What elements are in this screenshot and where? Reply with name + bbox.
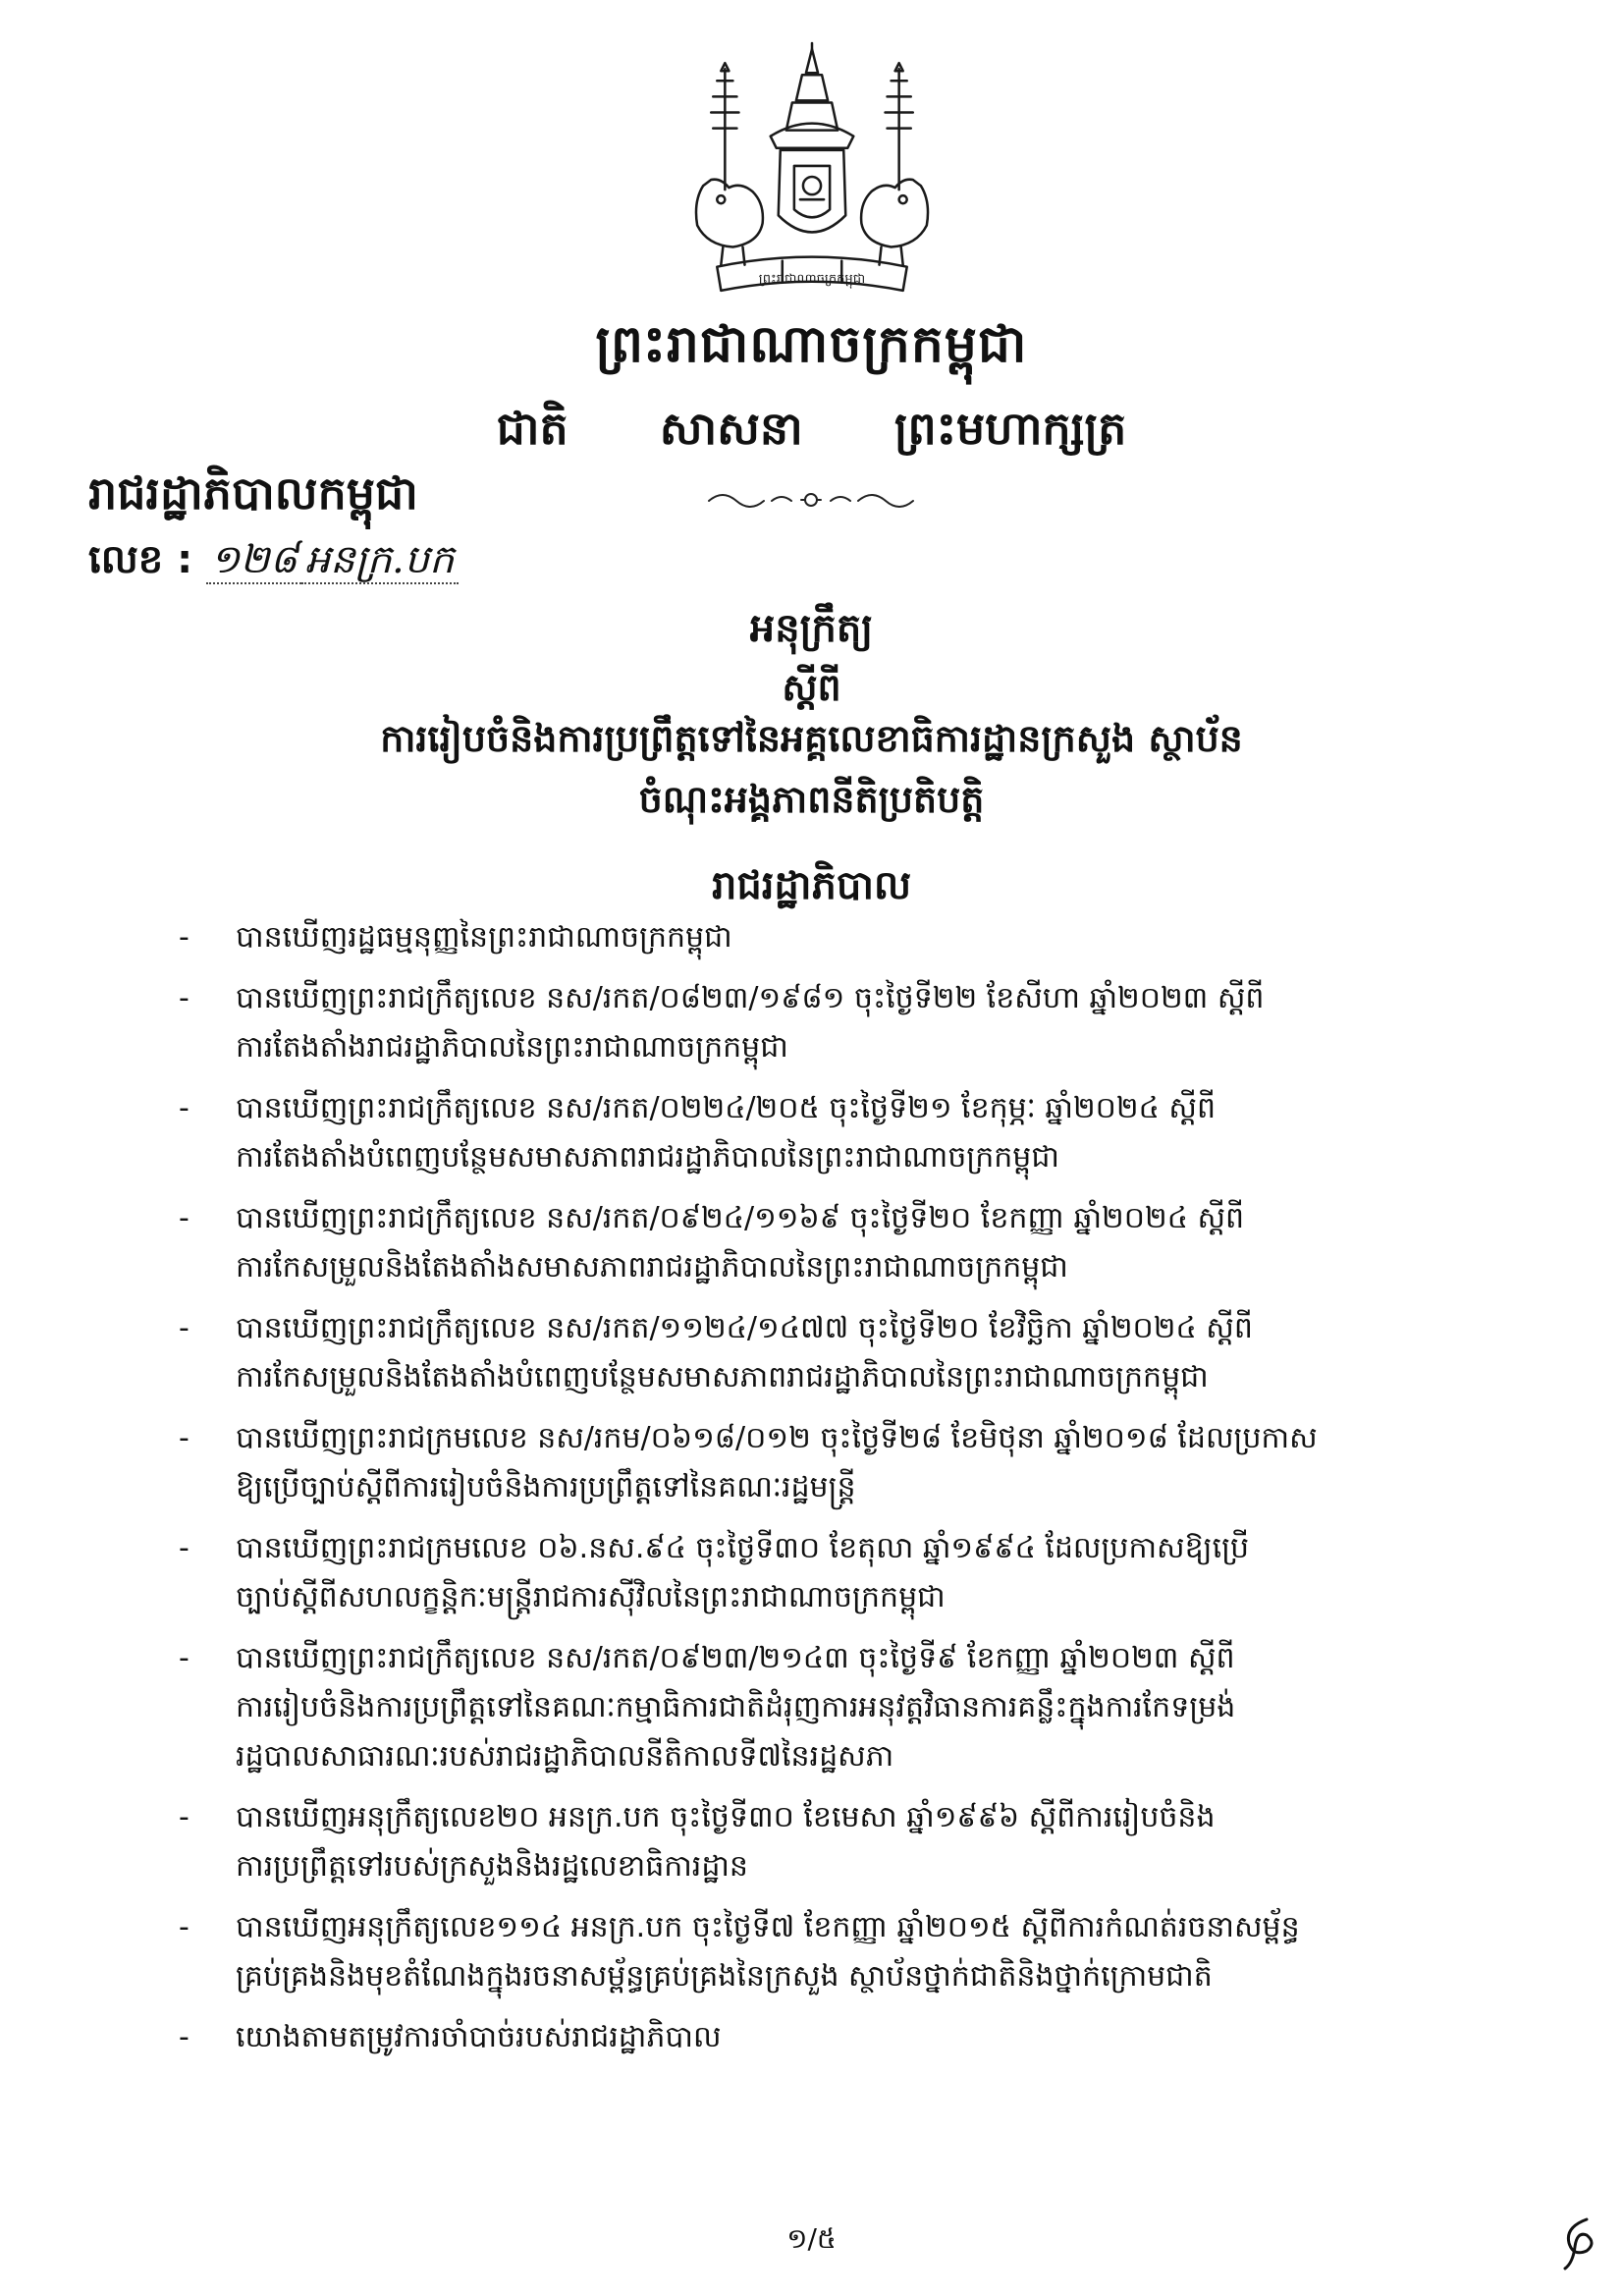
clause-text: បានឃើញព្រះរាជក្រឹត្យលេខ នស/រកត/១១២៤/១៤៧៧ ចុះថ្ងៃទី២០ ខែវិច្ឆិកា ឆ្នាំ២០២៤ ស្តីពី — [236, 1311, 1253, 1345]
doc-subject-line2: ចំណុះអង្គភាពនីតិប្រតិបត្តិ — [638, 778, 985, 821]
clause-text: បានឃើញព្រះរាជក្រឹត្យលេខ នស/រកត/០៨២៣/១៩៨១ ចុះថ្ងៃទី២២ ខែសីហា ឆ្នាំ២០២៣ ស្តីពី — [236, 981, 1265, 1015]
document-reference-number — [88, 534, 459, 592]
clause-text: គ្រប់គ្រងនិងមុខតំណែងក្នុងរចនាសម្ព័ន្ធគ្រប់គ្រងនៃក្រសួង ស្ថាប័នថ្នាក់ជាតិនិងថ្នាក់ក្រោមជាតិ — [236, 1959, 1213, 1994]
kingdom-title: ព្រះរាជាណាចក្រកម្ពុជា — [595, 315, 1028, 374]
clause-dash: - — [179, 1091, 189, 1125]
doc-subject-line1: ការរៀបចំនិងការប្រព្រឹត្តទៅនៃអគ្គលេខាធិការដ្ឋានក្រសួង ស្ថាប័ន — [380, 717, 1243, 760]
clause-dash: - — [179, 1800, 189, 1834]
preamble-clause — [179, 1304, 1512, 1402]
clause-text: បានឃើញព្រះរាជក្រមលេខ នស/រកម/០៦១៨/០១២ ចុះថ្ងៃទី២៨ ខែមិថុនា ឆ្នាំ២០១៨ ដែលប្រកាស — [236, 1421, 1318, 1455]
clause-dash: - — [179, 1421, 189, 1455]
clause-text: ការតែងតាំងរាជរដ្ឋាភិបាលនៃព្រះរាជាណាចក្រកម្ពុជា — [236, 1030, 788, 1065]
issuing-government: រាជរដ្ឋាភិបាលកម្ពុជា — [88, 466, 418, 519]
motto-nation: ជាតិ — [496, 402, 568, 455]
clause-dash: - — [179, 1531, 189, 1565]
preamble-clause — [179, 1414, 1512, 1512]
preamble-clause — [179, 1793, 1512, 1891]
doc-type-title: អនុក្រឹត្យ — [749, 606, 874, 651]
preamble-clause — [179, 913, 1512, 962]
clause-dash: - — [179, 981, 189, 1015]
clause-text: ឱ្យប្រើច្បាប់ស្តីពីការរៀបចំនិងការប្រព្រឹត្តទៅនៃគណៈរដ្ឋមន្ត្រី — [236, 1470, 856, 1504]
decorative-ornament — [703, 483, 919, 517]
national-motto — [0, 401, 1623, 466]
clause-text: បានឃើញព្រះរាជក្រឹត្យលេខ នស/រកត/០៩២៣/២១៤៣ ចុះថ្ងៃទី៩ ខែកញ្ញា ឆ្នាំ២០២៣ ស្តីពី — [236, 1641, 1235, 1675]
emblem-scroll-text: ព្រះរាជាណាចក្រកម្ពុជា — [758, 271, 866, 287]
clause-text: បានឃើញព្រះរាជក្រឹត្យលេខ នស/រកត/០៩២៤/១១៦៩ ចុះថ្ងៃទី២០ ខែកញ្ញា ឆ្នាំ២០២៤ ស្តីពី — [236, 1201, 1245, 1235]
preamble-clause — [179, 1903, 1512, 2001]
clause-dash: - — [179, 920, 189, 955]
preamble-clause — [179, 1524, 1512, 1622]
clause-text: ការប្រព្រឹត្តទៅរបស់ក្រសួងនិងរដ្ឋលេខាធិការដ្ឋាន — [236, 1849, 748, 1884]
ref-label: លេខ : — [88, 537, 193, 582]
clause-dash: - — [179, 1201, 189, 1235]
clause-text: បានឃើញព្រះរាជក្រឹត្យលេខ នស/រកត/០២២៤/២០៥ ចុះថ្ងៃទី២១ ខែកុម្ភៈ ឆ្នាំ២០២៤ ស្តីពី — [236, 1091, 1216, 1125]
clause-text: ការតែងតាំងបំពេញបន្ថែមសមាសភាពរាជរដ្ឋាភិបាលនៃព្រះរាជាណាចក្រកម្ពុជា — [236, 1140, 1059, 1175]
clause-text: រដ្ឋបាលសាធារណៈរបស់រាជរដ្ឋាភិបាលនីតិកាលទី៧នៃរដ្ឋសភា — [236, 1739, 894, 1774]
clause-dash: - — [179, 1910, 189, 1944]
royal-coat-of-arms — [662, 41, 962, 308]
clause-text: ច្បាប់ស្តីពីសហលក្ខន្តិកៈមន្ត្រីរាជការស៊ីវិលនៃព្រះរាជាណាចក្រកម្ពុជា — [236, 1580, 946, 1614]
handwritten-initial — [1557, 2214, 1600, 2270]
clause-text: យោងតាមតម្រូវការចាំបាច់របស់រាជរដ្ឋាភិបាល — [236, 2020, 722, 2054]
clause-text: បានឃើញអនុក្រឹត្យលេខ១១៤ អនក្រ.បក ចុះថ្ងៃទី៧ ខែកញ្ញា ឆ្នាំ២០១៥ ស្តីពីការកំណត់រចនាសម្ព័ន្ធ — [236, 1910, 1300, 1944]
preamble-clause — [179, 1634, 1512, 1781]
clause-text: ការកែសម្រួលនិងតែងតាំងបំពេញបន្ថែមសមាសភាពរាជរដ្ឋាភិបាលនៃព្រះរាជាណាចក្រកម្ពុជា — [236, 1360, 1209, 1394]
ref-number: ១២៨ — [206, 537, 301, 584]
doc-subject-prefix: ស្តីពី — [782, 666, 841, 709]
clause-text: បានឃើញព្រះរាជក្រមលេខ ០៦.នស.៩៤ ចុះថ្ងៃទី៣០ ខែតុលា ឆ្នាំ១៩៩៤ ដែលប្រកាសឱ្យប្រើ — [236, 1531, 1250, 1565]
preamble-heading: រាជរដ្ឋាភិបាល — [711, 863, 912, 908]
preamble-clause — [179, 1194, 1512, 1292]
page-number: ១/៥ — [786, 2222, 837, 2255]
clause-dash: - — [179, 1311, 189, 1345]
ref-suffix: អនក្រ.បក — [301, 537, 459, 584]
preamble-clause-list — [179, 913, 1512, 2074]
preamble-clause — [179, 974, 1512, 1072]
clause-text: បានឃើញអនុក្រឹត្យលេខ២០ អនក្រ.បក ចុះថ្ងៃទី៣០ ខែមេសា ឆ្នាំ១៩៩៦ ស្តីពីការរៀបចំនិង — [236, 1800, 1216, 1834]
motto-religion: សាសនា — [659, 402, 803, 455]
motto-king: ព្រះមហាក្សត្រ — [893, 402, 1127, 455]
clause-dash: - — [179, 1641, 189, 1675]
preamble-clause — [179, 1084, 1512, 1182]
clause-dash: - — [179, 2020, 189, 2054]
preamble-clause — [179, 2013, 1512, 2062]
clause-text: ការកែសម្រួលនិងតែងតាំងសមាសភាពរាជរដ្ឋាភិបាលនៃព្រះរាជាណាចក្រកម្ពុជា — [236, 1250, 1068, 1285]
clause-text: បានឃើញរដ្ឋធម្មនុញ្ញនៃព្រះរាជាណាចក្រកម្ពុជា — [236, 920, 732, 955]
clause-text: ការរៀបចំនិងការប្រព្រឹត្តទៅនៃគណៈកម្មាធិការជាតិដំរុញការអនុវត្តវិធានការគន្លឹះក្នុងការកែទម្រង់ — [236, 1690, 1236, 1724]
